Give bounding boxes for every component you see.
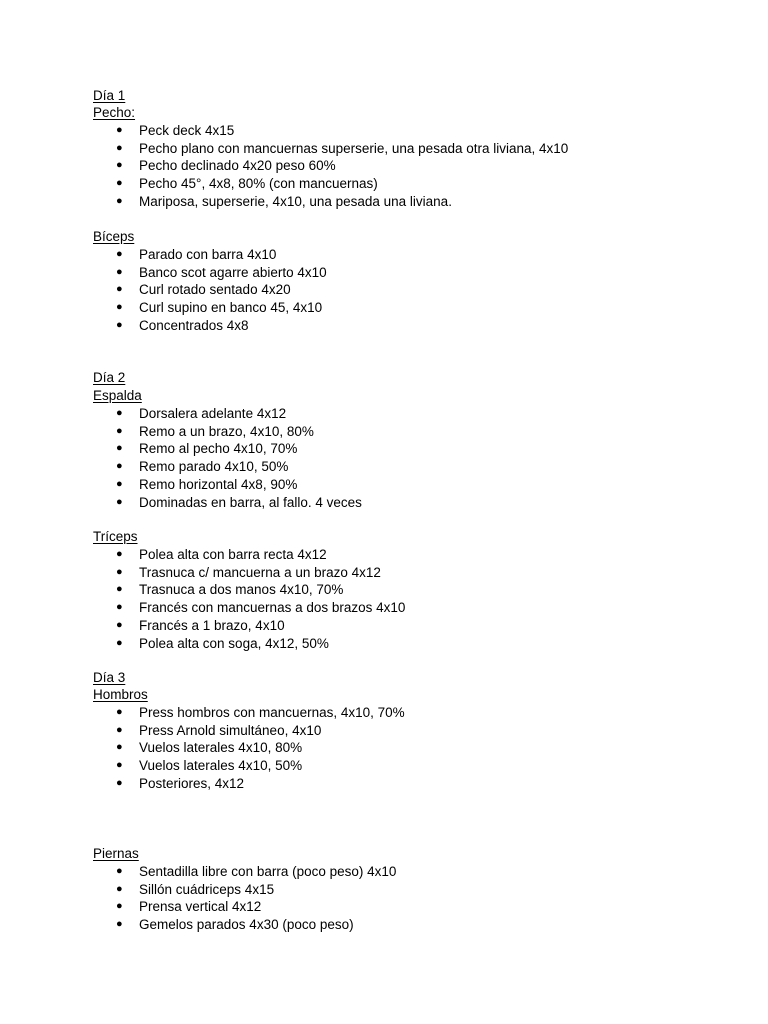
list-item-text: Vuelos laterales 4x10, 80% — [139, 740, 303, 755]
list-item-text: Polea alta con barra recta 4x12 — [139, 547, 327, 562]
list-item-text: Banco scot agarre abierto 4x10 — [139, 265, 327, 280]
bullet-icon: ● — [116, 583, 123, 595]
muscle-group-heading: Tríceps — [93, 529, 138, 544]
bullet-icon: ● — [116, 619, 123, 631]
bullet-icon: ● — [116, 706, 123, 718]
list-item-text: Gemelos parados 4x30 (poco peso) — [139, 917, 354, 932]
day-heading: Día 2 — [93, 370, 126, 385]
list-item-text: Francés a 1 brazo, 4x10 — [139, 618, 285, 633]
bullet-icon: ● — [116, 177, 123, 189]
list-item-text: Remo al pecho 4x10, 70% — [139, 441, 298, 456]
bullet-icon: ● — [116, 900, 123, 912]
list-item-text: Posteriores, 4x12 — [139, 776, 245, 791]
list-item-text: Pecho declinado 4x20 peso 60% — [139, 158, 336, 173]
list-item-text: Remo horizontal 4x8, 90% — [139, 477, 298, 492]
bullet-icon: ● — [116, 741, 123, 753]
day-heading: Día 3 — [93, 670, 126, 685]
bullet-icon: ● — [116, 442, 123, 454]
list-item-text: Trasnuca a dos manos 4x10, 70% — [139, 582, 344, 597]
bullet-icon: ● — [116, 407, 123, 419]
bullet-icon: ● — [116, 195, 123, 207]
bullet-icon: ● — [116, 159, 123, 171]
bullet-icon: ● — [116, 637, 123, 649]
bullet-icon: ● — [116, 124, 123, 136]
list-item-text: Curl rotado sentado 4x20 — [139, 282, 291, 297]
bullet-icon: ● — [116, 883, 123, 895]
list-item-text: Mariposa, superserie, 4x10, una pesada una liviana. — [139, 194, 452, 209]
list-item-text: Prensa vertical 4x12 — [139, 899, 262, 914]
list-item-text: Sillón cuádriceps 4x15 — [139, 882, 275, 897]
bullet-icon: ● — [116, 566, 123, 578]
bullet-icon: ● — [116, 496, 123, 508]
list-item-text: Pecho plano con mancuernas superserie, una pesada otra liviana, 4x10 — [139, 141, 569, 156]
list-item-text: Polea alta con soga, 4x12, 50% — [139, 636, 329, 651]
list-item-text: Trasnuca c/ mancuerna a un brazo 4x12 — [139, 565, 381, 580]
bullet-icon: ● — [116, 865, 123, 877]
bullet-icon: ● — [116, 319, 123, 331]
list-item-text: Concentrados 4x8 — [139, 318, 249, 333]
bullet-icon: ● — [116, 266, 123, 278]
bullet-icon: ● — [116, 478, 123, 490]
bullet-icon: ● — [116, 425, 123, 437]
bullet-icon: ● — [116, 777, 123, 789]
bullet-icon: ● — [116, 918, 123, 930]
list-item-text: Pecho 45°, 4x8, 80% (con mancuernas) — [139, 176, 378, 191]
list-item-text: Francés con mancuernas a dos brazos 4x10 — [139, 600, 406, 615]
bullet-icon: ● — [116, 460, 123, 472]
muscle-group-heading: Hombros — [93, 687, 148, 702]
bullet-icon: ● — [116, 548, 123, 560]
bullet-icon: ● — [116, 301, 123, 313]
list-item-text: Sentadilla libre con barra (poco peso) 4x10 — [139, 864, 397, 879]
muscle-group-heading: Bíceps — [93, 229, 135, 244]
bullet-icon: ● — [116, 759, 123, 771]
list-item-text: Curl supino en banco 45, 4x10 — [139, 300, 323, 315]
list-item-text: Press Arnold simultáneo, 4x10 — [139, 723, 322, 738]
list-item-text: Vuelos laterales 4x10, 50% — [139, 758, 303, 773]
bullet-icon: ● — [116, 248, 123, 260]
muscle-group-heading: Piernas — [93, 846, 139, 861]
list-item-text: Press hombros con mancuernas, 4x10, 70% — [139, 705, 405, 720]
bullet-icon: ● — [116, 601, 123, 613]
muscle-group-heading: Pecho: — [93, 105, 136, 120]
list-item-text: Dorsalera adelante 4x12 — [139, 406, 287, 421]
day-heading: Día 1 — [93, 88, 126, 103]
bullet-icon: ● — [116, 283, 123, 295]
list-item-text: Dominadas en barra, al fallo. 4 veces — [139, 495, 362, 510]
list-item-text: Remo parado 4x10, 50% — [139, 459, 289, 474]
list-item-text: Parado con barra 4x10 — [139, 247, 277, 262]
list-item-text: Remo a un brazo, 4x10, 80% — [139, 424, 314, 439]
bullet-icon: ● — [116, 724, 123, 736]
muscle-group-heading: Espalda — [93, 388, 142, 403]
bullet-icon: ● — [116, 142, 123, 154]
list-item-text: Peck deck 4x15 — [139, 123, 235, 138]
